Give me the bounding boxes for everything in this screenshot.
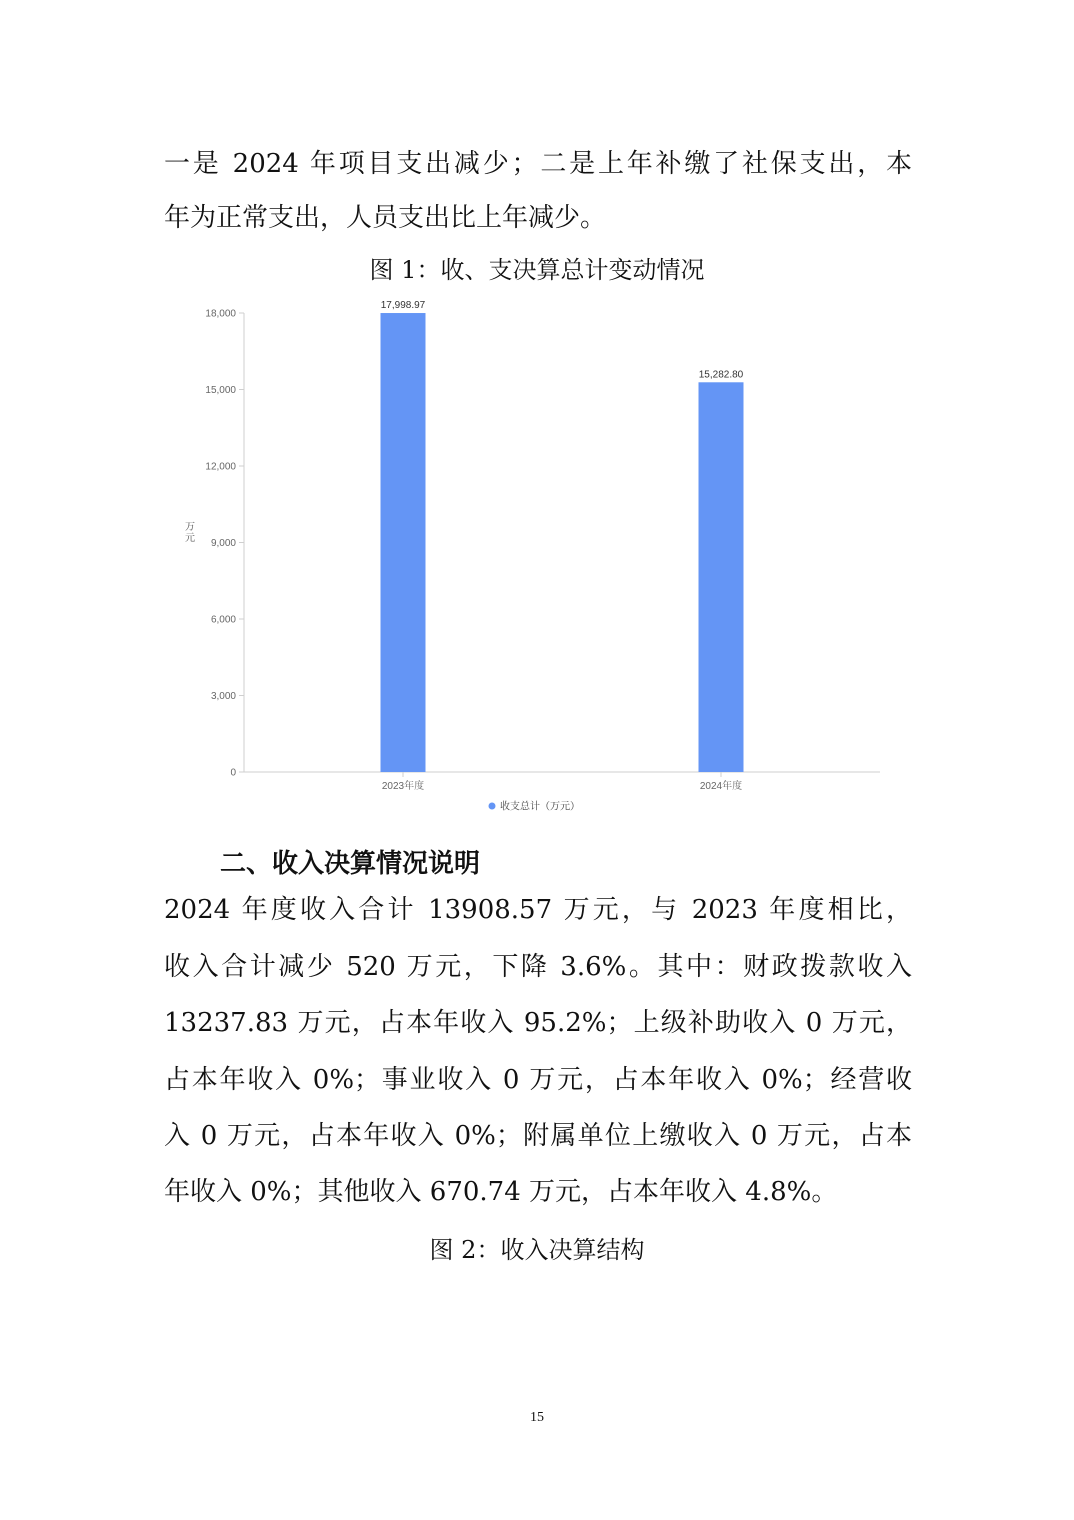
y-axis-label: 万元 xyxy=(185,522,195,544)
section-2-line-4: 占本年收入 0%；事业收入 0 万元，占本年收入 0%；经营收 xyxy=(164,1065,912,1095)
y-tick-label: 15,000 xyxy=(205,385,236,396)
intro-line-2: 年为正常支出，人员支出比上年减少。 xyxy=(164,203,607,233)
page-number: 15 xyxy=(530,1410,544,1425)
figure-2-caption: 图 2：收入决算结构 xyxy=(429,1236,645,1264)
intro-line-1: 一是 2024 年项目支出减少；二是上年补缴了社保支出，本 xyxy=(164,149,912,179)
section-2-line-3: 13237.83 万元，占本年收入 95.2%；上级补助收入 0 万元， xyxy=(164,1008,912,1038)
y-tick-label: 18,000 xyxy=(205,308,236,320)
y-tick-label: 3,000 xyxy=(210,691,236,702)
figure-1-caption: 图 1：收、支决算总计变动情况 xyxy=(369,256,705,284)
x-tick-label: 2023年度 xyxy=(381,781,425,792)
legend-label: 收支总计（万元） xyxy=(500,801,580,813)
legend-marker xyxy=(489,803,496,810)
y-tick-label: 6,000 xyxy=(210,614,236,626)
bar-data-label: 17,998.97 xyxy=(380,300,426,312)
bar xyxy=(381,313,426,772)
section-2-line-1: 2024 年度收入合计 13908.57 万元，与 2023 年度相比， xyxy=(164,895,912,925)
bar-data-label: 15,282.80 xyxy=(698,369,744,381)
bar xyxy=(699,382,744,772)
y-tick-label: 12,000 xyxy=(205,461,236,473)
income-expense-bar-chart xyxy=(170,292,900,822)
section-2-line-6: 年收入 0%；其他收入 670.74 万元，占本年收入 4.8%。 xyxy=(164,1177,838,1207)
section-2-heading: 二、收入决算情况说明 xyxy=(220,849,481,879)
y-tick-label: 0 xyxy=(230,767,236,779)
x-tick-label: 2024年度 xyxy=(699,781,743,792)
section-2-line-2: 收入合计减少 520 万元，下降 3.6%。其中：财政拨款收入 xyxy=(164,952,912,982)
section-2-line-5: 入 0 万元，占本年收入 0%；附属单位上缴收入 0 万元，占本 xyxy=(164,1121,912,1151)
y-tick-label: 9,000 xyxy=(210,538,236,549)
